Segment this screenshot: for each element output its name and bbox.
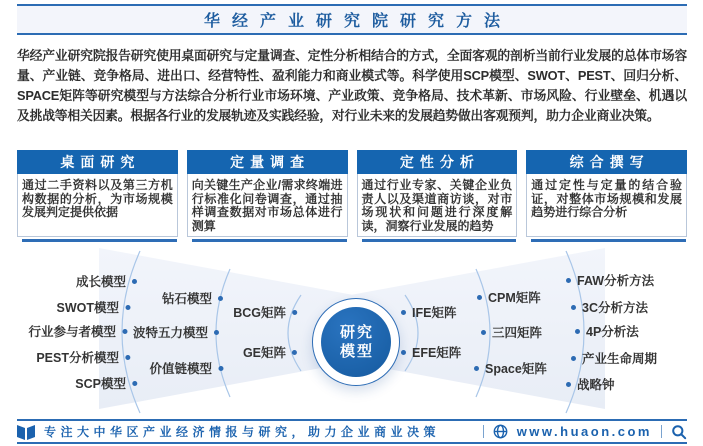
diagram-label bbox=[162, 289, 223, 307]
card-underline bbox=[22, 239, 177, 242]
card-title: 桌面研究 bbox=[17, 150, 178, 174]
dot-icon bbox=[481, 330, 486, 335]
diagram-label bbox=[36, 348, 130, 366]
dot-icon bbox=[292, 350, 297, 355]
dot-icon bbox=[571, 356, 576, 361]
diagram-label bbox=[28, 322, 127, 340]
diagram-label bbox=[243, 343, 297, 361]
dot-icon bbox=[401, 310, 406, 315]
card-comprehensive-writing bbox=[526, 150, 687, 242]
diagram-label bbox=[571, 349, 657, 367]
diagram-label-text: 波特五力模型 bbox=[132, 326, 208, 340]
core-label-line2: 模型 bbox=[339, 343, 374, 360]
diagram-label-text: SCP模型 bbox=[75, 377, 126, 391]
dot-icon bbox=[566, 278, 571, 283]
diagram-label-text: 成长模型 bbox=[75, 275, 126, 289]
diagram-label bbox=[481, 323, 542, 341]
divider bbox=[661, 425, 662, 438]
method-cards-row bbox=[17, 150, 687, 242]
card-title: 定性分析 bbox=[357, 150, 518, 174]
dot-icon bbox=[125, 305, 130, 310]
research-model-core bbox=[321, 307, 391, 377]
title-band bbox=[17, 4, 687, 35]
diagram-label-text: 3C分析方法 bbox=[582, 301, 648, 315]
dot-icon bbox=[218, 366, 223, 371]
diagram-label-text: GE矩阵 bbox=[242, 346, 286, 360]
dot-icon bbox=[566, 382, 571, 387]
dot-icon bbox=[571, 305, 576, 310]
diagram-label bbox=[57, 298, 131, 316]
footer-left bbox=[17, 423, 440, 440]
card-quantitative-survey bbox=[187, 150, 348, 242]
diagram-label-text: CPM矩阵 bbox=[488, 291, 541, 305]
diagram-label bbox=[566, 271, 654, 289]
diagram-label-text: SWOT模型 bbox=[56, 301, 119, 315]
dot-icon bbox=[214, 330, 219, 335]
diagram-label bbox=[566, 375, 615, 393]
diagram-label bbox=[477, 288, 541, 306]
card-body: 通过定性与定量的结合验证，对整体市场规模和发展趋势进行综合分析 bbox=[526, 174, 687, 237]
diagram-label bbox=[575, 322, 639, 340]
diagram-label bbox=[76, 272, 137, 290]
dot-icon bbox=[132, 381, 137, 386]
diagram-label-text: 三四矩阵 bbox=[492, 326, 543, 340]
diagram-label-text: EFE矩阵 bbox=[412, 346, 462, 360]
dot-icon bbox=[132, 279, 137, 284]
card-underline bbox=[362, 239, 517, 242]
diagram-label-text: 4P分析法 bbox=[586, 325, 639, 339]
card-underline bbox=[531, 239, 686, 242]
diagram-label-text: Space矩阵 bbox=[485, 362, 547, 376]
diagram-label bbox=[133, 323, 219, 341]
card-desk-research bbox=[17, 150, 178, 242]
diagram-label-text: 价值链模型 bbox=[149, 362, 212, 376]
core-label-line1: 研究 bbox=[339, 324, 374, 341]
card-body: 向关键生产企业/需求终端进行标准化问卷调查，通过抽样调查数据对市场总体进行测算 bbox=[187, 174, 348, 237]
huaon-logo-icon bbox=[17, 424, 36, 440]
dot-icon bbox=[401, 350, 406, 355]
dot-icon bbox=[122, 329, 127, 334]
diagram-label bbox=[474, 359, 547, 377]
card-qualitative-analysis bbox=[357, 150, 518, 242]
website-url[interactable]: www.huaon.com bbox=[516, 424, 652, 439]
diagram-label bbox=[233, 303, 297, 321]
dot-icon bbox=[575, 329, 580, 334]
dot-icon bbox=[474, 366, 479, 371]
intro-paragraph: 华经产业研究院报告研究使用桌面研究与定量调查、定性分析相结合的方式，全面客观的剖析当前行业发展的总体市场容量、产业链、竞争格局、进出口、经营特性、盈利能力和商业模式等。科学使用SCP模型、SWOT、PEST、回归分析、SPACE矩阵等研究模型与方法综合分析行业市场环境、产业政策、竞争格局、技术革新、市场风险、行业壁垒、机遇以及挑战等相关因素。根据各行业的发展轨迹及实践经验，对行业未来的发展趋势做出客观预判，助力企业商业决策。 bbox=[17, 48, 687, 123]
diagram-label-text: FAW分析方法 bbox=[577, 274, 655, 288]
page-title: 华经产业研究院研究方法 bbox=[203, 13, 512, 30]
dot-icon bbox=[218, 296, 223, 301]
diagram-label bbox=[571, 298, 648, 316]
diagram-label bbox=[401, 303, 456, 321]
research-model-diagram bbox=[0, 245, 703, 415]
card-body: 通过二手资料以及第三方机构数据的分析，为市场规模发展判定提供依据 bbox=[17, 174, 178, 237]
diagram-label-text: 战略钟 bbox=[577, 378, 615, 392]
card-title: 定量调查 bbox=[187, 150, 348, 174]
diagram-label-text: IFE矩阵 bbox=[412, 306, 457, 320]
footer-bar bbox=[17, 419, 687, 444]
footer-right bbox=[483, 424, 687, 440]
globe-icon bbox=[493, 424, 508, 439]
diagram-label-text: PEST分析模型 bbox=[36, 351, 119, 365]
research-model-ring bbox=[312, 298, 400, 386]
diagram-label-text: BCG矩阵 bbox=[233, 306, 286, 320]
diagram-label-text: 产业生命周期 bbox=[582, 352, 658, 366]
search-icon[interactable] bbox=[671, 424, 687, 440]
diagram-label bbox=[149, 359, 223, 377]
diagram-label bbox=[401, 343, 461, 361]
footer-tagline: 专注大中华区产业经济情报与研究，助力企业商业决策 bbox=[44, 425, 441, 439]
diagram-label-text: 行业参与者模型 bbox=[28, 325, 116, 339]
card-title: 综合撰写 bbox=[526, 150, 687, 174]
dot-icon bbox=[292, 310, 297, 315]
dot-icon bbox=[125, 355, 130, 360]
dot-icon bbox=[477, 295, 482, 300]
diagram-label bbox=[75, 374, 137, 392]
card-body: 通过行业专家、关键企业负责人以及渠道商访谈，对市场现状和问题进行深度解读，洞察行业发展的趋势 bbox=[357, 174, 518, 237]
divider bbox=[483, 425, 484, 438]
card-underline bbox=[192, 239, 347, 242]
diagram-label-text: 钻石模型 bbox=[161, 292, 212, 306]
